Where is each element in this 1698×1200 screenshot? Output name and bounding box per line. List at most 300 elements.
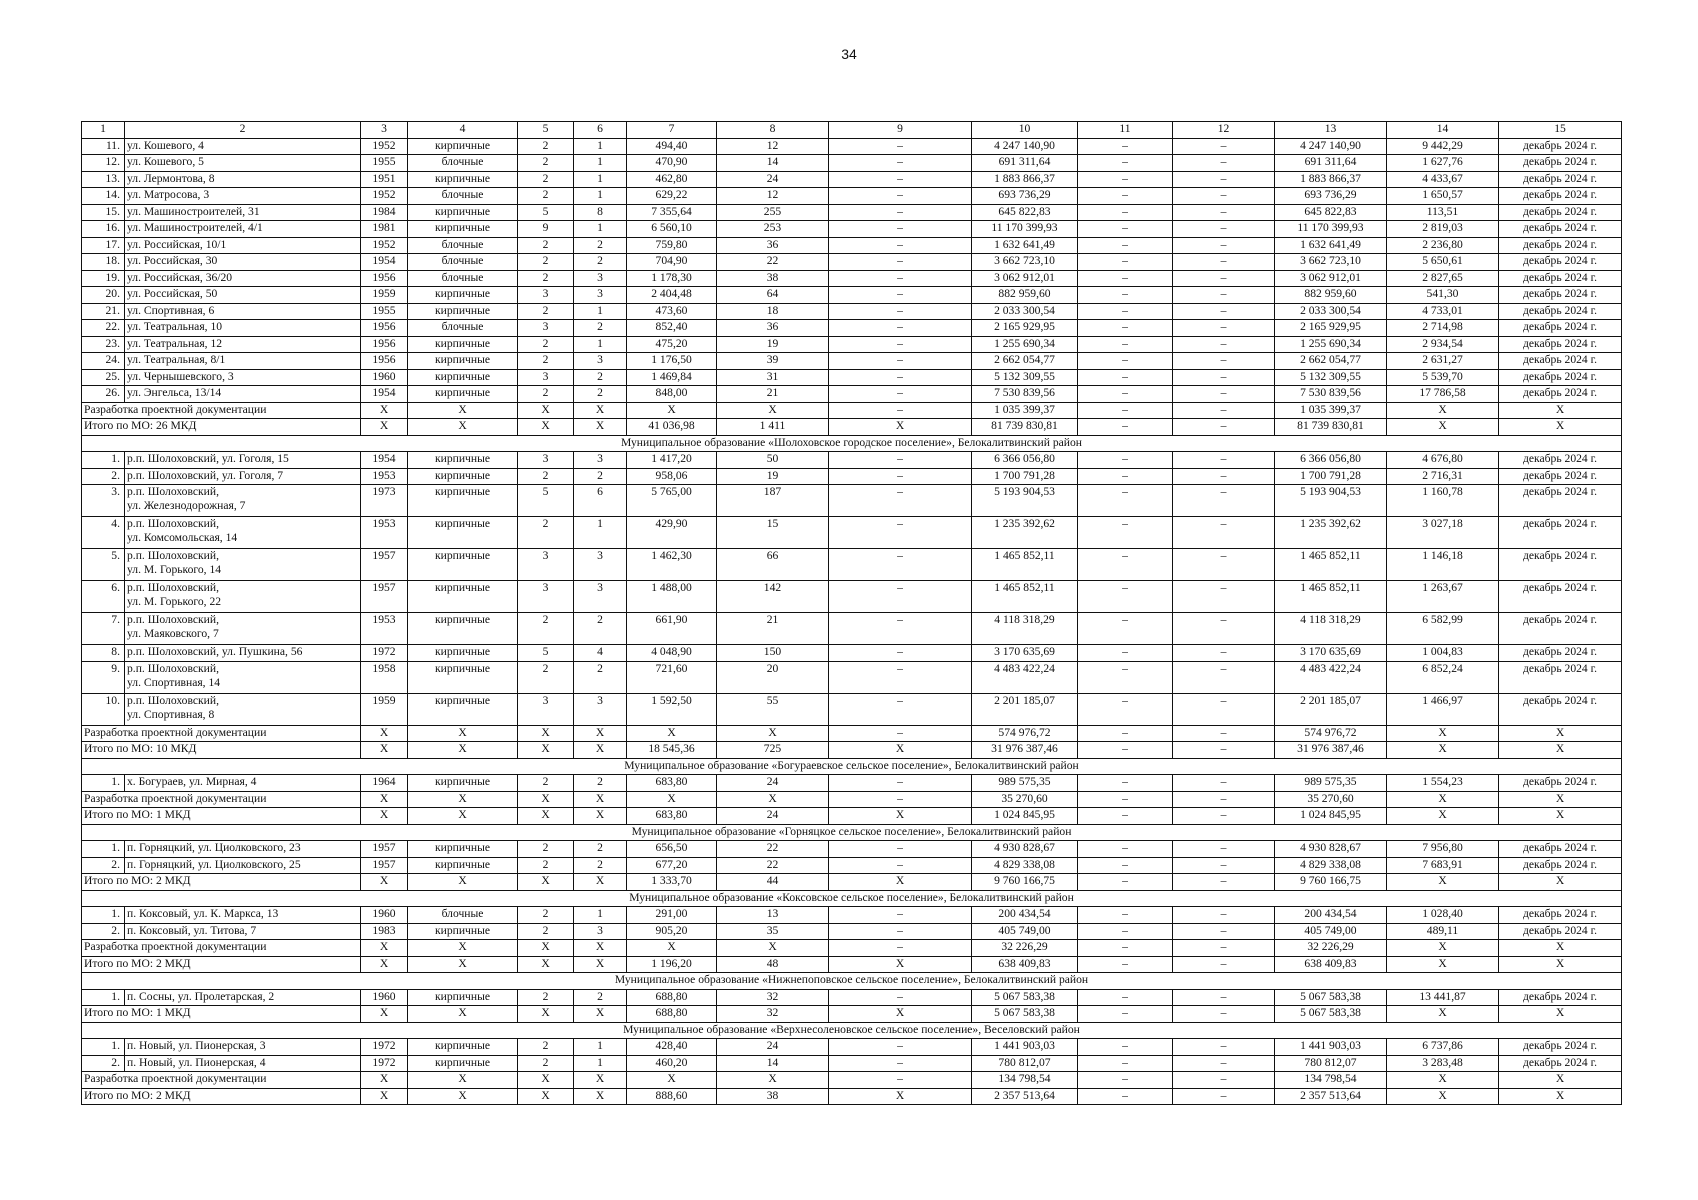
- cell-col-6: 2: [574, 386, 627, 403]
- cell-col-4: кирпичные: [408, 1039, 518, 1056]
- summary-label: Разработка проектной документации: [82, 1072, 361, 1089]
- cell-col-15: декабрь 2024 г.: [1499, 320, 1622, 337]
- row-number: 24.: [82, 353, 125, 370]
- cell-col-5: 2: [518, 775, 574, 792]
- cell-col-11: –: [1078, 155, 1173, 172]
- cell-col-11: –: [1078, 923, 1173, 940]
- cell-col-6: 1: [574, 907, 627, 924]
- cell-col-3: X: [361, 402, 408, 419]
- cell-col-3: X: [361, 725, 408, 742]
- cell-col-9: –: [829, 923, 972, 940]
- cell-col-4: кирпичные: [408, 221, 518, 238]
- cell-col-8: 32: [717, 1006, 829, 1023]
- cell-col-13: 134 798,54: [1275, 1072, 1387, 1089]
- cell-col-8: X: [717, 940, 829, 957]
- cell-col-8: 38: [717, 270, 829, 287]
- table-body: [82, 122, 1622, 1105]
- cell-col-4: кирпичные: [408, 613, 518, 645]
- cell-col-7: 7 355,64: [627, 204, 717, 221]
- summary-row: [82, 742, 1622, 759]
- cell-col-4: X: [408, 725, 518, 742]
- cell-col-7: 291,00: [627, 907, 717, 924]
- cell-col-4: кирпичные: [408, 693, 518, 725]
- cell-col-12: –: [1173, 549, 1275, 581]
- cell-col-11: –: [1078, 549, 1173, 581]
- cell-col-11: –: [1078, 237, 1173, 254]
- cell-col-3: 1954: [361, 386, 408, 403]
- cell-col-9: –: [829, 221, 972, 238]
- cell-col-3: 1956: [361, 353, 408, 370]
- summary-label: Разработка проектной документации: [82, 725, 361, 742]
- cell-col-11: –: [1078, 402, 1173, 419]
- cell-col-14: 2 714,98: [1387, 320, 1499, 337]
- cell-col-15: декабрь 2024 г.: [1499, 907, 1622, 924]
- cell-col-4: блочные: [408, 237, 518, 254]
- cell-col-4: кирпичные: [408, 775, 518, 792]
- cell-col-9: –: [829, 452, 972, 469]
- cell-col-7: 661,90: [627, 613, 717, 645]
- cell-col-8: 35: [717, 923, 829, 940]
- cell-col-5: 2: [518, 138, 574, 155]
- cell-col-6: X: [574, 419, 627, 436]
- cell-col-12: –: [1173, 742, 1275, 759]
- cell-col-12: –: [1173, 237, 1275, 254]
- cell-col-14: 7 683,91: [1387, 857, 1499, 874]
- column-number-12: 12: [1173, 122, 1275, 139]
- cell-col-14: 1 028,40: [1387, 907, 1499, 924]
- cell-col-10: 4 930 828,67: [972, 841, 1078, 858]
- summary-label: Итого по МО: 1 МКД: [82, 808, 361, 825]
- cell-col-9: –: [829, 775, 972, 792]
- cell-col-7: 888,60: [627, 1088, 717, 1105]
- address: п. Коксовый, ул. Титова, 7: [125, 923, 361, 940]
- cell-col-4: кирпичные: [408, 468, 518, 485]
- summary-label: Итого по МО: 2 МКД: [82, 874, 361, 891]
- cell-col-13: 200 434,54: [1275, 907, 1387, 924]
- summary-row: [82, 419, 1622, 436]
- cell-col-13: 2 033 300,54: [1275, 303, 1387, 320]
- cell-col-6: X: [574, 956, 627, 973]
- table-row: [82, 613, 1622, 645]
- cell-col-9: X: [829, 808, 972, 825]
- cell-col-14: 6 582,99: [1387, 613, 1499, 645]
- cell-col-13: 1 700 791,28: [1275, 468, 1387, 485]
- cell-col-9: –: [829, 645, 972, 662]
- cell-col-6: 2: [574, 369, 627, 386]
- cell-col-6: X: [574, 1006, 627, 1023]
- cell-col-14: 6 737,86: [1387, 1039, 1499, 1056]
- cell-col-12: –: [1173, 661, 1275, 693]
- cell-col-13: 4 483 422,24: [1275, 661, 1387, 693]
- cell-col-4: кирпичные: [408, 138, 518, 155]
- cell-col-6: 1: [574, 188, 627, 205]
- cell-col-12: –: [1173, 171, 1275, 188]
- cell-col-11: –: [1078, 661, 1173, 693]
- cell-col-4: кирпичные: [408, 517, 518, 549]
- cell-col-14: 1 263,67: [1387, 581, 1499, 613]
- cell-col-9: –: [829, 336, 972, 353]
- cell-col-12: –: [1173, 468, 1275, 485]
- cell-col-12: –: [1173, 386, 1275, 403]
- address: ул. Чернышевского, 3: [125, 369, 361, 386]
- cell-col-14: X: [1387, 791, 1499, 808]
- cell-col-15: X: [1499, 1088, 1622, 1105]
- cell-col-11: –: [1078, 1088, 1173, 1105]
- cell-col-7: 656,50: [627, 841, 717, 858]
- cell-col-9: –: [829, 1072, 972, 1089]
- cell-col-14: 1 466,97: [1387, 693, 1499, 725]
- cell-col-14: X: [1387, 419, 1499, 436]
- cell-col-14: X: [1387, 956, 1499, 973]
- row-number: 12.: [82, 155, 125, 172]
- cell-col-5: 2: [518, 517, 574, 549]
- cell-col-5: X: [518, 874, 574, 891]
- cell-col-10: 2 201 185,07: [972, 693, 1078, 725]
- cell-col-8: X: [717, 725, 829, 742]
- cell-col-7: 4 048,90: [627, 645, 717, 662]
- cell-col-12: –: [1173, 485, 1275, 517]
- cell-col-15: декабрь 2024 г.: [1499, 841, 1622, 858]
- cell-col-11: –: [1078, 791, 1173, 808]
- cell-col-10: 574 976,72: [972, 725, 1078, 742]
- cell-col-4: кирпичные: [408, 204, 518, 221]
- row-number: 20.: [82, 287, 125, 304]
- cell-col-12: –: [1173, 419, 1275, 436]
- cell-col-5: 3: [518, 320, 574, 337]
- cell-col-7: 1 488,00: [627, 581, 717, 613]
- cell-col-10: 1 441 903,03: [972, 1039, 1078, 1056]
- cell-col-6: 1: [574, 1055, 627, 1072]
- cell-col-14: 1 146,18: [1387, 549, 1499, 581]
- cell-col-4: кирпичные: [408, 353, 518, 370]
- cell-col-3: 1957: [361, 841, 408, 858]
- cell-col-14: X: [1387, 1006, 1499, 1023]
- cell-col-8: 22: [717, 254, 829, 271]
- cell-col-13: 1 883 866,37: [1275, 171, 1387, 188]
- cell-col-15: декабрь 2024 г.: [1499, 336, 1622, 353]
- cell-col-15: декабрь 2024 г.: [1499, 517, 1622, 549]
- cell-col-8: 19: [717, 336, 829, 353]
- cell-col-13: 2 165 929,95: [1275, 320, 1387, 337]
- cell-col-12: –: [1173, 1072, 1275, 1089]
- cell-col-4: кирпичные: [408, 485, 518, 517]
- cell-col-14: 2 631,27: [1387, 353, 1499, 370]
- cell-col-10: 638 409,83: [972, 956, 1078, 973]
- cell-col-4: X: [408, 874, 518, 891]
- cell-col-13: 32 226,29: [1275, 940, 1387, 957]
- cell-col-11: –: [1078, 841, 1173, 858]
- table-row: [82, 369, 1622, 386]
- cell-col-6: 3: [574, 581, 627, 613]
- cell-col-13: 6 366 056,80: [1275, 452, 1387, 469]
- cell-col-9: –: [829, 661, 972, 693]
- cell-col-9: –: [829, 613, 972, 645]
- cell-col-5: X: [518, 1006, 574, 1023]
- table-row: [82, 221, 1622, 238]
- row-number: 1.: [82, 1039, 125, 1056]
- cell-col-7: 905,20: [627, 923, 717, 940]
- cell-col-14: 13 441,87: [1387, 989, 1499, 1006]
- cell-col-13: 691 311,64: [1275, 155, 1387, 172]
- table-row: [82, 645, 1622, 662]
- cell-col-6: 3: [574, 353, 627, 370]
- cell-col-13: 4 118 318,29: [1275, 613, 1387, 645]
- summary-row: [82, 791, 1622, 808]
- cell-col-6: 3: [574, 549, 627, 581]
- cell-col-14: 5 539,70: [1387, 369, 1499, 386]
- cell-col-10: 3 062 912,01: [972, 270, 1078, 287]
- cell-col-14: X: [1387, 1088, 1499, 1105]
- cell-col-14: X: [1387, 940, 1499, 957]
- cell-col-15: декабрь 2024 г.: [1499, 645, 1622, 662]
- cell-col-10: 1 255 690,34: [972, 336, 1078, 353]
- address: р.п. Шолоховский, ул. Спортивная, 8: [125, 693, 361, 725]
- summary-row: [82, 956, 1622, 973]
- cell-col-3: X: [361, 1088, 408, 1105]
- cell-col-13: 2 357 513,64: [1275, 1088, 1387, 1105]
- cell-col-11: –: [1078, 693, 1173, 725]
- cell-col-15: X: [1499, 1072, 1622, 1089]
- cell-col-6: 2: [574, 661, 627, 693]
- cell-col-13: 882 959,60: [1275, 287, 1387, 304]
- row-number: 21.: [82, 303, 125, 320]
- cell-col-14: 7 956,80: [1387, 841, 1499, 858]
- cell-col-8: 36: [717, 237, 829, 254]
- cell-col-10: 4 247 140,90: [972, 138, 1078, 155]
- row-number: 2.: [82, 468, 125, 485]
- cell-col-4: кирпичные: [408, 303, 518, 320]
- column-number-8: 8: [717, 122, 829, 139]
- cell-col-14: 1 554,23: [1387, 775, 1499, 792]
- cell-col-11: –: [1078, 1006, 1173, 1023]
- cell-col-6: X: [574, 402, 627, 419]
- cell-col-8: 24: [717, 808, 829, 825]
- cell-col-3: X: [361, 791, 408, 808]
- cell-col-12: –: [1173, 841, 1275, 858]
- cell-col-13: 3 170 635,69: [1275, 645, 1387, 662]
- cell-col-13: 81 739 830,81: [1275, 419, 1387, 436]
- cell-col-5: 2: [518, 188, 574, 205]
- cell-col-15: декабрь 2024 г.: [1499, 693, 1622, 725]
- municipality-header-row: [82, 973, 1622, 990]
- cell-col-12: –: [1173, 353, 1275, 370]
- table-row: [82, 303, 1622, 320]
- cell-col-4: X: [408, 1088, 518, 1105]
- cell-col-7: 5 765,00: [627, 485, 717, 517]
- cell-col-9: –: [829, 353, 972, 370]
- cell-col-12: –: [1173, 956, 1275, 973]
- cell-col-9: –: [829, 1039, 972, 1056]
- cell-col-9: X: [829, 956, 972, 973]
- cell-col-6: 2: [574, 613, 627, 645]
- cell-col-8: 55: [717, 693, 829, 725]
- cell-col-4: блочные: [408, 907, 518, 924]
- cell-col-8: 18: [717, 303, 829, 320]
- cell-col-5: X: [518, 725, 574, 742]
- cell-col-13: 1 632 641,49: [1275, 237, 1387, 254]
- column-number-row: [82, 122, 1622, 139]
- cell-col-6: 3: [574, 923, 627, 940]
- cell-col-10: 6 366 056,80: [972, 452, 1078, 469]
- cell-col-13: 5 067 583,38: [1275, 989, 1387, 1006]
- cell-col-9: –: [829, 138, 972, 155]
- row-number: 1.: [82, 452, 125, 469]
- cell-col-11: –: [1078, 254, 1173, 271]
- cell-col-7: 1 417,20: [627, 452, 717, 469]
- cell-col-3: 1959: [361, 287, 408, 304]
- cell-col-10: 5 067 583,38: [972, 1006, 1078, 1023]
- column-number-9: 9: [829, 122, 972, 139]
- table-row: [82, 468, 1622, 485]
- cell-col-3: 1957: [361, 857, 408, 874]
- cell-col-14: 1 160,78: [1387, 485, 1499, 517]
- cell-col-7: X: [627, 1072, 717, 1089]
- cell-col-11: –: [1078, 1039, 1173, 1056]
- cell-col-5: 3: [518, 549, 574, 581]
- cell-col-13: 4 930 828,67: [1275, 841, 1387, 858]
- cell-col-5: 2: [518, 468, 574, 485]
- cell-col-8: 21: [717, 613, 829, 645]
- summary-row: [82, 1006, 1622, 1023]
- table-row: [82, 923, 1622, 940]
- cell-col-5: X: [518, 742, 574, 759]
- cell-col-15: декабрь 2024 г.: [1499, 485, 1622, 517]
- cell-col-7: 683,80: [627, 775, 717, 792]
- cell-col-12: –: [1173, 874, 1275, 891]
- cell-col-10: 4 118 318,29: [972, 613, 1078, 645]
- cell-col-7: 470,90: [627, 155, 717, 172]
- cell-col-5: 2: [518, 1039, 574, 1056]
- cell-col-8: 725: [717, 742, 829, 759]
- cell-col-4: блочные: [408, 188, 518, 205]
- cell-col-14: 1 627,76: [1387, 155, 1499, 172]
- cell-col-12: –: [1173, 188, 1275, 205]
- cell-col-3: 1972: [361, 645, 408, 662]
- cell-col-9: X: [829, 1088, 972, 1105]
- cell-col-11: –: [1078, 287, 1173, 304]
- cell-col-8: 187: [717, 485, 829, 517]
- cell-col-4: блочные: [408, 320, 518, 337]
- cell-col-8: 21: [717, 386, 829, 403]
- cell-col-5: 2: [518, 841, 574, 858]
- cell-col-14: 1 650,57: [1387, 188, 1499, 205]
- cell-col-10: 780 812,07: [972, 1055, 1078, 1072]
- cell-col-12: –: [1173, 940, 1275, 957]
- column-number-14: 14: [1387, 122, 1499, 139]
- cell-col-7: 2 404,48: [627, 287, 717, 304]
- cell-col-7: 6 560,10: [627, 221, 717, 238]
- cell-col-7: 428,40: [627, 1039, 717, 1056]
- cell-col-15: декабрь 2024 г.: [1499, 287, 1622, 304]
- cell-col-7: 704,90: [627, 254, 717, 271]
- cell-col-15: декабрь 2024 г.: [1499, 254, 1622, 271]
- municipality-header-row: [82, 890, 1622, 907]
- cell-col-12: –: [1173, 221, 1275, 238]
- cell-col-10: 5 067 583,38: [972, 989, 1078, 1006]
- cell-col-5: X: [518, 956, 574, 973]
- cell-col-15: декабрь 2024 г.: [1499, 237, 1622, 254]
- cell-col-8: 38: [717, 1088, 829, 1105]
- cell-col-11: –: [1078, 725, 1173, 742]
- cell-col-15: декабрь 2024 г.: [1499, 138, 1622, 155]
- cell-col-9: –: [829, 204, 972, 221]
- cell-col-12: –: [1173, 517, 1275, 549]
- cell-col-15: X: [1499, 742, 1622, 759]
- summary-row: [82, 1088, 1622, 1105]
- cell-col-11: –: [1078, 138, 1173, 155]
- cell-col-15: декабрь 2024 г.: [1499, 1039, 1622, 1056]
- cell-col-3: 1958: [361, 661, 408, 693]
- table-row: [82, 661, 1622, 693]
- cell-col-9: X: [829, 742, 972, 759]
- cell-col-11: –: [1078, 369, 1173, 386]
- cell-col-8: 24: [717, 775, 829, 792]
- cell-col-5: 3: [518, 581, 574, 613]
- cell-col-7: 848,00: [627, 386, 717, 403]
- cell-col-9: –: [829, 549, 972, 581]
- cell-col-9: –: [829, 468, 972, 485]
- table-row: [82, 171, 1622, 188]
- summary-label: Разработка проектной документации: [82, 791, 361, 808]
- cell-col-9: –: [829, 581, 972, 613]
- cell-col-11: –: [1078, 907, 1173, 924]
- cell-col-11: –: [1078, 188, 1173, 205]
- cell-col-5: 5: [518, 645, 574, 662]
- address: п. Коксовый, ул. К. Маркса, 13: [125, 907, 361, 924]
- summary-row: [82, 725, 1622, 742]
- cell-col-12: –: [1173, 775, 1275, 792]
- cell-col-10: 645 822,83: [972, 204, 1078, 221]
- column-number-11: 11: [1078, 122, 1173, 139]
- table-row: [82, 581, 1622, 613]
- column-number-3: 3: [361, 122, 408, 139]
- table-row: [82, 841, 1622, 858]
- cell-col-10: 3 170 635,69: [972, 645, 1078, 662]
- cell-col-6: 2: [574, 841, 627, 858]
- address: п. Новый, ул. Пионерская, 3: [125, 1039, 361, 1056]
- cell-col-15: декабрь 2024 г.: [1499, 581, 1622, 613]
- cell-col-5: 9: [518, 221, 574, 238]
- cell-col-15: декабрь 2024 г.: [1499, 188, 1622, 205]
- cell-col-13: 645 822,83: [1275, 204, 1387, 221]
- cell-col-7: 1 196,20: [627, 956, 717, 973]
- cell-col-12: –: [1173, 1055, 1275, 1072]
- cell-col-7: 462,80: [627, 171, 717, 188]
- cell-col-5: X: [518, 808, 574, 825]
- municipality-name: Муниципальное образование «Богураевское сельское поселение», Белокалитвинский район: [82, 758, 1622, 775]
- cell-col-3: X: [361, 874, 408, 891]
- cell-col-7: 1 178,30: [627, 270, 717, 287]
- cell-col-10: 1 465 852,11: [972, 581, 1078, 613]
- cell-col-7: 958,06: [627, 468, 717, 485]
- address: ул. Машиностроителей, 31: [125, 204, 361, 221]
- row-number: 6.: [82, 581, 125, 613]
- cell-col-13: 405 749,00: [1275, 923, 1387, 940]
- cell-col-9: –: [829, 791, 972, 808]
- cell-col-15: декабрь 2024 г.: [1499, 155, 1622, 172]
- cell-col-7: 852,40: [627, 320, 717, 337]
- cell-col-11: –: [1078, 452, 1173, 469]
- cell-col-13: 31 976 387,46: [1275, 742, 1387, 759]
- cell-col-6: X: [574, 874, 627, 891]
- address: ул. Спортивная, 6: [125, 303, 361, 320]
- cell-col-4: кирпичные: [408, 645, 518, 662]
- address: ул. Матросова, 3: [125, 188, 361, 205]
- cell-col-11: –: [1078, 221, 1173, 238]
- cell-col-10: 882 959,60: [972, 287, 1078, 304]
- municipality-name: Муниципальное образование «Нижнепоповское сельское поселение», Белокалитвинский район: [82, 973, 1622, 990]
- table-row: [82, 1039, 1622, 1056]
